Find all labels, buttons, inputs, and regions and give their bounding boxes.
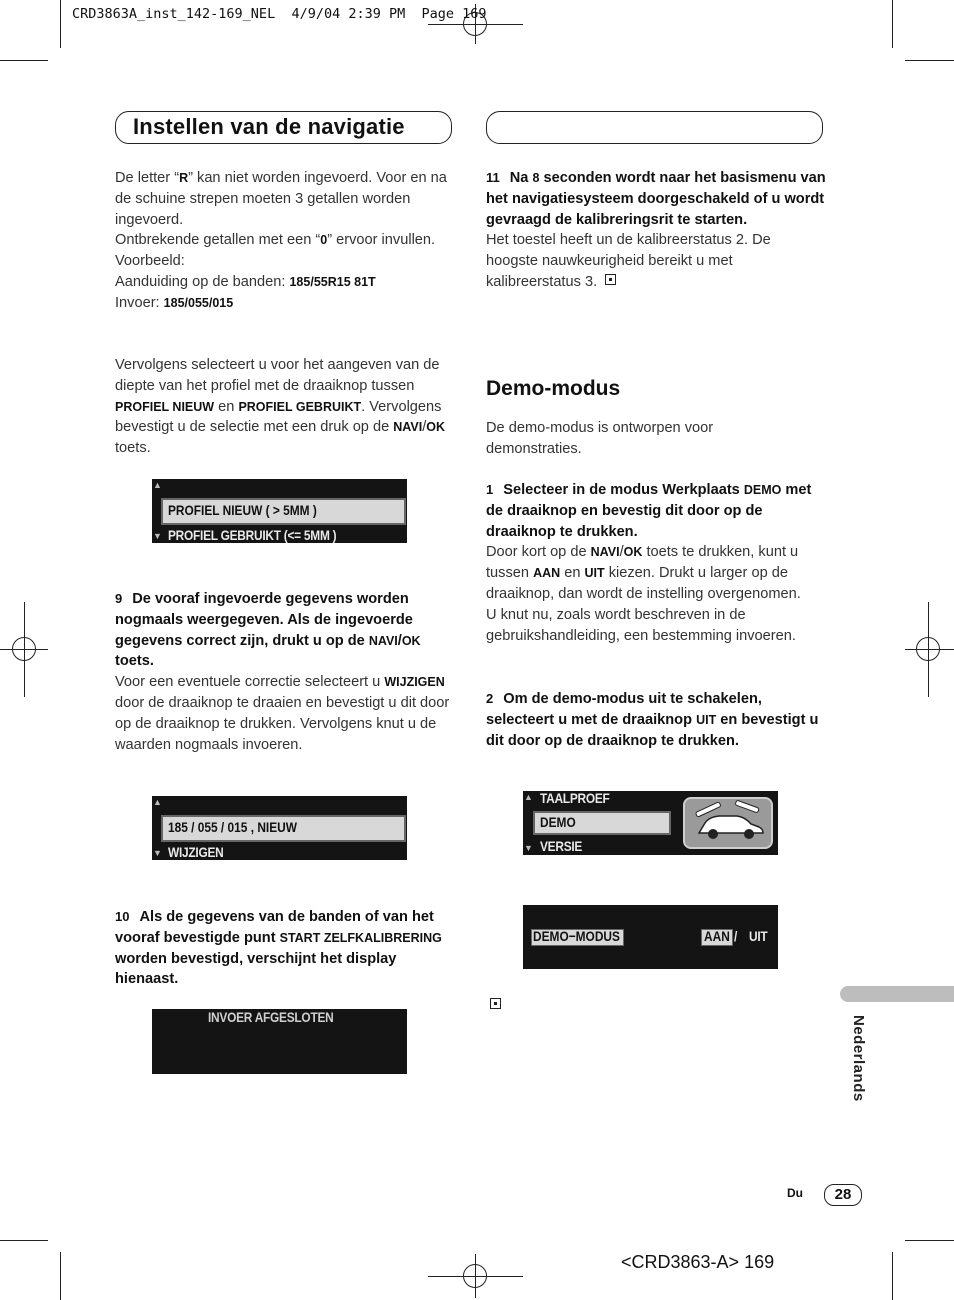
- crop-mark: [905, 60, 954, 61]
- lcd-on-option: AAN: [704, 928, 730, 944]
- left-column-text: Vervolgens selecteert u voor het aangeven van de diepte van het profiel met de draaiknop tussen PROFIEL NIEUW en PROFIEL GEBRUIKT. Vervolgens bevestigt u de selectie met een druk op de NAVI/OK toets.: [115, 357, 446, 457]
- display-workshop-menu: [523, 791, 778, 855]
- step-1: [486, 480, 826, 646]
- lcd-row-text: VERSIE: [540, 838, 583, 854]
- page-number: 28: [824, 1184, 862, 1206]
- paragraph: Voor een eventuele correctie selecteert u WIJZIGEN door de draaiknop te draaien en bevestigt u dit door op de draaiknop te drukken. Vervolgens knut u de waarden nogmaals invoeren.: [115, 674, 450, 753]
- car-service-icon: [683, 797, 773, 849]
- paragraph: Ontbrekende getallen met een “0” ervoor invullen.: [115, 232, 436, 249]
- lcd-separator: /: [734, 928, 738, 944]
- step-2: 2 Om de demo-modus uit te schakelen, selecteert u met de draaiknop UIT en bevestigt u dit door op de draaiknop te drukken.: [486, 691, 819, 749]
- language-code: Du: [787, 1186, 803, 1200]
- step-instruction: 1 Selecteer in de modus Werkplaats DEMO met de draaiknop en bevestig dit door op de draaiknop te drukken.: [486, 482, 812, 540]
- section-heading: Demo-modus: [486, 377, 621, 400]
- paragraph: Aanduiding op de banden: 185/55R15 81T: [115, 273, 376, 290]
- paragraph: Voorbeeld:: [115, 253, 185, 270]
- intro-paragraph: De demo-modus is ontworpen voor demonstraties.: [486, 420, 714, 457]
- footer-code: <CRD3863-A> 169: [621, 1252, 775, 1272]
- crop-mark: [0, 60, 48, 61]
- up-arrow-icon: ▲: [153, 797, 162, 807]
- paragraph: U knut nu, zoals wordt beschreven in de gebruikshandleiding, een bestemming invoeren.: [486, 606, 796, 644]
- language-side-tab: [840, 986, 954, 1002]
- lcd-row-text: TAALPROEF: [540, 791, 610, 806]
- crop-mark: [892, 0, 893, 48]
- empty-title-box: [486, 111, 823, 144]
- step-instruction: 11 Na 8 seconden wordt naar het basismenu van het navigatiesysteem doorgeschakeld of u wordt gevraagd de kalibreringsrit te starten.: [486, 170, 826, 228]
- lcd-selected-text: 185 / 055 / 015 , NIEUW: [168, 819, 297, 835]
- lcd-selected-text: DEMO: [540, 814, 576, 830]
- paragraph: De letter “R” kan niet worden ingevoerd. Voor en na de schuine strepen moeten 3 getallen worden ingevoerd.: [115, 170, 447, 228]
- lcd-label-text: DEMO−MODUS: [533, 928, 620, 944]
- language-label: Nederlands: [850, 1015, 867, 1102]
- lcd-row-text: PROFIEL GEBRUIKT (<= 5MM ): [168, 527, 337, 543]
- paragraph: Invoer: 185/055/015: [115, 294, 234, 311]
- down-arrow-icon: ▼: [153, 531, 162, 541]
- lcd-off-option: UIT: [749, 928, 768, 944]
- up-arrow-icon: ▲: [524, 792, 533, 802]
- paragraph: Het toestel heeft un de kalibreerstatus 2. De hoogste nauwkeurigheid bereikt u met kalibreerstatus 3.: [486, 232, 771, 290]
- step-instruction: 9 De vooraf ingevoerde gegevens worden nogmaals weergegeven. Als de ingevoerde gegevens correct zijn, drukt u op de NAVI/OK toets.: [115, 591, 421, 670]
- crop-mark: [60, 1252, 61, 1300]
- crop-mark: [60, 0, 61, 48]
- crop-mark: [905, 1240, 954, 1241]
- display-input-closed: [152, 1009, 407, 1074]
- lcd-row-text: WIJZIGEN: [168, 844, 224, 860]
- up-arrow-icon: ▲: [153, 480, 162, 490]
- crop-mark: [892, 1252, 893, 1300]
- step-9: [115, 589, 457, 755]
- step-11: [486, 168, 826, 293]
- crop-mark: [0, 1240, 48, 1241]
- display-profile-select: [152, 479, 407, 543]
- display-demo-mode: [523, 905, 778, 969]
- display-tyre-confirm: [152, 796, 407, 860]
- down-arrow-icon: ▼: [153, 848, 162, 858]
- left-column-text: [115, 168, 455, 314]
- lcd-selected-text: PROFIEL NIEUW ( > 5MM ): [168, 502, 317, 518]
- down-arrow-icon: ▼: [524, 843, 533, 853]
- end-mark-icon: [490, 998, 501, 1009]
- lcd-row-text: INVOER AFGESLOTEN: [208, 1009, 334, 1025]
- end-mark-icon: [605, 274, 616, 285]
- print-header: CRD3863A_inst_142-169_NEL 4/9/04 2:39 PM Page 169: [72, 6, 487, 22]
- step-10: 10 Als de gegevens van de banden of van het vooraf bevestigde punt START ZELFKALIBRERING worden bevestigd, verschijnt het display hienaast.: [115, 909, 442, 988]
- paragraph: Door kort op de NAVI/OK toets te drukken, kunt u tussen AAN en UIT kiezen. Drukt u larger op de draaiknop, dan wordt de instelling overgenomen.: [486, 544, 801, 602]
- section-title: Instellen van de navigatie: [133, 114, 405, 139]
